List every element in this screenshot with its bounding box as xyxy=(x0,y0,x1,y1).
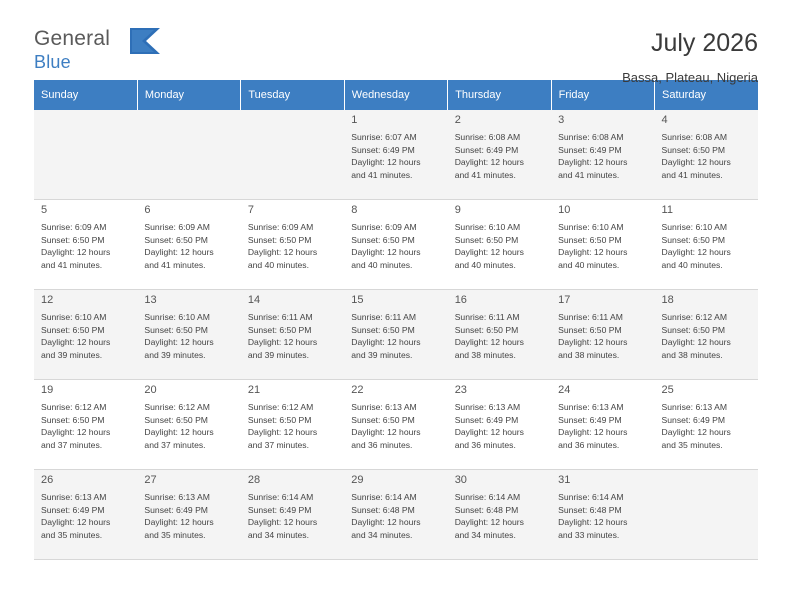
day-info-line: Daylight: 12 hours xyxy=(351,157,421,168)
day-info-line: and 36 minutes. xyxy=(454,440,516,451)
day-info-line: and 34 minutes. xyxy=(351,530,413,541)
day-info-line: Sunrise: 6:11 AM xyxy=(454,312,520,322)
day-cell-content xyxy=(137,470,240,551)
calendar-empty-cell xyxy=(137,110,240,200)
day-number: 27 xyxy=(144,474,157,486)
day-info-line: Sunset: 6:49 PM xyxy=(454,144,519,155)
day-cell-content xyxy=(655,110,758,191)
day-sun-info xyxy=(41,221,131,272)
calendar-day-cell[interactable] xyxy=(241,470,344,560)
calendar-day-cell[interactable] xyxy=(344,290,447,380)
day-cell-content xyxy=(448,470,551,551)
day-cell-content xyxy=(551,110,654,191)
calendar-day-cell[interactable] xyxy=(551,470,654,560)
day-sun-info xyxy=(144,311,234,362)
day-cell-content xyxy=(551,200,654,281)
calendar-day-cell[interactable] xyxy=(551,200,654,290)
day-cell-content xyxy=(34,110,137,191)
day-info-line: Sunset: 6:50 PM xyxy=(454,234,519,245)
calendar-day-cell[interactable] xyxy=(34,290,137,380)
day-info-line: Sunset: 6:49 PM xyxy=(661,414,726,425)
day-cell-content xyxy=(137,110,240,191)
day-cell-content xyxy=(241,200,344,281)
day-info-line: Sunset: 6:48 PM xyxy=(558,504,622,515)
day-info-line: and 38 minutes. xyxy=(454,350,516,361)
day-number: 5 xyxy=(41,204,48,216)
day-sun-info xyxy=(558,311,648,362)
day-info-line: Sunrise: 6:10 AM xyxy=(41,312,107,322)
day-cell-content xyxy=(34,470,137,551)
calendar-week-row xyxy=(34,290,758,380)
calendar-day-cell[interactable] xyxy=(448,200,551,290)
day-info-line: Sunset: 6:50 PM xyxy=(41,414,105,425)
weekday-header-thursday: Thursday xyxy=(448,80,551,110)
day-info-line: Daylight: 12 hours xyxy=(247,517,318,528)
day-info-line: Daylight: 12 hours xyxy=(144,337,214,348)
weekday-header-saturday: Saturday xyxy=(655,80,758,110)
weekday-header-friday: Friday xyxy=(551,80,654,110)
day-number: 18 xyxy=(661,294,674,306)
day-sun-info xyxy=(662,131,752,182)
day-cell-content xyxy=(241,290,344,371)
day-info-line: Sunrise: 6:09 AM xyxy=(144,222,210,232)
day-info-line: Daylight: 12 hours xyxy=(661,427,731,438)
day-number: 11 xyxy=(661,204,673,216)
day-info-line: Daylight: 12 hours xyxy=(558,517,628,528)
day-info-line: Daylight: 12 hours xyxy=(144,517,214,528)
day-sun-info xyxy=(455,221,545,272)
day-number: 3 xyxy=(558,114,565,126)
day-sun-info xyxy=(41,311,131,362)
day-number: 21 xyxy=(247,384,261,396)
day-info-line: Sunrise: 6:14 AM xyxy=(247,492,314,502)
day-info-line: and 40 minutes. xyxy=(454,260,516,271)
weekday-header-row xyxy=(34,80,758,110)
day-number: 9 xyxy=(454,204,461,216)
day-info-line: Daylight: 12 hours xyxy=(454,157,524,168)
calendar-day-cell[interactable] xyxy=(655,380,758,470)
day-info-line: Daylight: 12 hours xyxy=(661,157,731,168)
day-info-line: Daylight: 12 hours xyxy=(41,247,111,258)
day-info-line: and 35 minutes. xyxy=(41,530,103,541)
day-cell-content xyxy=(241,110,344,191)
day-cell-content xyxy=(655,290,758,371)
day-sun-info xyxy=(351,131,441,182)
day-number: 25 xyxy=(661,384,674,396)
day-info-line: Sunrise: 6:07 AM xyxy=(351,132,417,142)
day-number: 28 xyxy=(247,474,261,486)
day-number: 2 xyxy=(454,114,461,126)
day-info-line: Daylight: 12 hours xyxy=(454,247,524,258)
day-sun-info xyxy=(455,131,545,182)
day-number: 24 xyxy=(558,384,571,396)
calendar-day-cell[interactable] xyxy=(241,200,344,290)
day-sun-info xyxy=(248,221,338,272)
day-info-line: Sunset: 6:50 PM xyxy=(247,414,312,425)
day-info-line: and 39 minutes. xyxy=(144,350,206,361)
calendar-day-cell[interactable] xyxy=(241,380,344,470)
day-info-line: Sunset: 6:50 PM xyxy=(454,324,519,335)
day-number: 26 xyxy=(41,474,54,486)
day-sun-info xyxy=(41,491,131,542)
day-sun-info xyxy=(351,491,441,542)
day-info-line: and 41 minutes. xyxy=(351,170,413,181)
day-info-line: Daylight: 12 hours xyxy=(41,337,111,348)
day-cell-content xyxy=(344,470,447,551)
calendar-day-cell[interactable] xyxy=(448,380,551,470)
day-info-line: and 40 minutes. xyxy=(351,260,413,271)
page-subtitle: Bassa, Plateau, Nigeria xyxy=(622,69,758,85)
calendar-empty-cell xyxy=(241,110,344,200)
day-info-line: and 37 minutes. xyxy=(247,440,309,451)
day-info-line: Sunrise: 6:12 AM xyxy=(41,402,107,412)
calendar-day-cell[interactable] xyxy=(448,110,551,200)
day-number: 15 xyxy=(351,294,364,306)
calendar-empty-cell xyxy=(655,470,758,560)
day-info-line: and 34 minutes. xyxy=(247,530,309,541)
day-cell-content xyxy=(448,200,551,281)
brand-name-secondary: Blue xyxy=(34,52,71,72)
day-number: 20 xyxy=(144,384,157,396)
day-info-line: Sunset: 6:50 PM xyxy=(144,414,208,425)
day-number: 31 xyxy=(558,474,571,486)
calendar-day-cell[interactable] xyxy=(34,200,137,290)
brand-name-primary: General xyxy=(34,27,111,50)
day-sun-info xyxy=(248,401,338,452)
day-cell-content xyxy=(655,380,758,461)
day-info-line: and 38 minutes. xyxy=(558,350,620,361)
day-info-line: and 37 minutes. xyxy=(144,440,206,451)
day-info-line: Sunrise: 6:11 AM xyxy=(247,312,313,322)
day-info-line: Daylight: 12 hours xyxy=(454,337,524,348)
day-info-line: and 39 minutes. xyxy=(41,350,103,361)
day-info-line: Sunset: 6:49 PM xyxy=(558,414,622,425)
calendar-day-cell[interactable] xyxy=(137,380,240,470)
day-number: 29 xyxy=(351,474,364,486)
brand-logo xyxy=(34,28,204,78)
day-info-line: Daylight: 12 hours xyxy=(351,247,421,258)
day-info-line: Sunrise: 6:14 AM xyxy=(558,492,624,502)
calendar-day-cell[interactable] xyxy=(448,290,551,380)
day-number: 14 xyxy=(247,294,261,306)
day-info-line: and 41 minutes. xyxy=(41,260,103,271)
day-info-line: Sunrise: 6:13 AM xyxy=(454,402,521,412)
day-cell-content xyxy=(34,290,137,371)
calendar-day-cell[interactable] xyxy=(241,290,344,380)
day-sun-info xyxy=(455,311,545,362)
day-info-line: and 41 minutes. xyxy=(144,260,206,271)
day-info-line: Sunrise: 6:09 AM xyxy=(351,222,417,232)
day-info-line: Sunrise: 6:12 AM xyxy=(144,402,210,412)
day-info-line: and 36 minutes. xyxy=(351,440,413,451)
day-cell-content xyxy=(34,200,137,281)
day-number: 16 xyxy=(454,294,467,306)
day-info-line: Sunrise: 6:12 AM xyxy=(247,402,314,412)
calendar-day-cell[interactable] xyxy=(34,470,137,560)
day-info-line: Sunset: 6:50 PM xyxy=(558,234,622,245)
day-info-line: and 40 minutes. xyxy=(661,260,723,271)
day-info-line: Sunset: 6:50 PM xyxy=(351,234,415,245)
calendar-day-cell[interactable] xyxy=(344,200,447,290)
day-info-line: and 36 minutes. xyxy=(558,440,620,451)
day-info-line: Sunrise: 6:08 AM xyxy=(454,132,521,142)
day-info-line: Daylight: 12 hours xyxy=(351,337,421,348)
day-sun-info xyxy=(662,221,752,272)
day-cell-content xyxy=(551,380,654,461)
day-info-line: Sunset: 6:49 PM xyxy=(351,144,415,155)
calendar-day-cell[interactable] xyxy=(34,380,137,470)
day-info-line: Daylight: 12 hours xyxy=(558,247,628,258)
weekday-header-monday: Monday xyxy=(137,80,240,110)
day-info-line: Sunrise: 6:12 AM xyxy=(661,312,727,322)
day-cell-content xyxy=(551,470,654,551)
day-info-line: Daylight: 12 hours xyxy=(41,517,111,528)
day-sun-info xyxy=(144,491,234,542)
day-info-line: and 38 minutes. xyxy=(661,350,723,361)
day-info-line: Sunset: 6:49 PM xyxy=(558,144,622,155)
day-info-line: and 39 minutes. xyxy=(351,350,413,361)
day-cell-content xyxy=(34,380,137,461)
day-info-line: Daylight: 12 hours xyxy=(558,157,628,168)
weekday-header-sunday: Sunday xyxy=(34,80,137,110)
day-info-line: Sunset: 6:50 PM xyxy=(247,324,312,335)
day-sun-info xyxy=(558,131,648,182)
day-info-line: Sunrise: 6:13 AM xyxy=(558,402,624,412)
day-cell-content xyxy=(241,380,344,461)
day-info-line: Daylight: 12 hours xyxy=(144,427,214,438)
day-info-line: Sunrise: 6:14 AM xyxy=(454,492,521,502)
day-info-line: Sunset: 6:48 PM xyxy=(351,504,415,515)
calendar-day-cell[interactable] xyxy=(344,380,447,470)
day-number: 6 xyxy=(144,204,151,216)
day-sun-info xyxy=(248,311,338,362)
day-info-line: Sunset: 6:49 PM xyxy=(144,504,208,515)
day-info-line: and 34 minutes. xyxy=(454,530,516,541)
day-info-line: Sunrise: 6:09 AM xyxy=(41,222,107,232)
day-number: 30 xyxy=(454,474,467,486)
day-sun-info xyxy=(662,401,752,452)
day-info-line: Sunset: 6:49 PM xyxy=(41,504,105,515)
calendar-week-row xyxy=(34,380,758,470)
day-info-line: and 40 minutes. xyxy=(247,260,309,271)
day-sun-info xyxy=(455,491,545,542)
day-sun-info xyxy=(455,401,545,452)
day-info-line: Daylight: 12 hours xyxy=(454,517,524,528)
day-cell-content xyxy=(344,200,447,281)
calendar-day-cell[interactable] xyxy=(137,290,240,380)
day-number: 13 xyxy=(144,294,157,306)
day-number: 7 xyxy=(247,204,254,216)
day-info-line: Sunrise: 6:08 AM xyxy=(661,132,727,142)
day-info-line: Sunrise: 6:10 AM xyxy=(144,312,210,322)
day-info-line: Daylight: 12 hours xyxy=(454,427,524,438)
day-info-line: and 41 minutes. xyxy=(661,170,723,181)
day-info-line: Sunset: 6:50 PM xyxy=(144,324,208,335)
day-number: 4 xyxy=(661,114,668,126)
day-cell-content xyxy=(137,380,240,461)
calendar-day-cell[interactable] xyxy=(655,290,758,380)
day-info-line: Sunset: 6:50 PM xyxy=(558,324,622,335)
calendar-empty-cell xyxy=(34,110,137,200)
page-header xyxy=(34,0,758,85)
day-info-line: Sunset: 6:50 PM xyxy=(41,234,105,245)
day-info-line: Sunrise: 6:13 AM xyxy=(144,492,210,502)
day-cell-content xyxy=(448,380,551,461)
calendar-day-cell[interactable] xyxy=(551,290,654,380)
day-info-line: Sunset: 6:49 PM xyxy=(454,414,519,425)
day-info-line: and 41 minutes. xyxy=(558,170,620,181)
day-cell-content xyxy=(448,110,551,191)
day-info-line: Sunset: 6:50 PM xyxy=(41,324,105,335)
day-sun-info xyxy=(558,401,648,452)
day-info-line: Daylight: 12 hours xyxy=(558,427,628,438)
page-title: July 2026 xyxy=(650,29,758,57)
day-info-line: Sunset: 6:49 PM xyxy=(247,504,312,515)
day-info-line: Sunrise: 6:10 AM xyxy=(454,222,521,232)
day-info-line: Sunset: 6:50 PM xyxy=(661,234,726,245)
day-cell-content xyxy=(344,110,447,191)
day-cell-content xyxy=(137,200,240,281)
day-info-line: Sunrise: 6:13 AM xyxy=(661,402,727,412)
weekday-header-wednesday: Wednesday xyxy=(344,80,447,110)
day-sun-info xyxy=(351,401,441,452)
day-number: 19 xyxy=(41,384,54,396)
calendar-day-cell[interactable] xyxy=(344,470,447,560)
day-cell-content xyxy=(551,290,654,371)
day-sun-info xyxy=(351,221,441,272)
calendar-day-cell[interactable] xyxy=(448,470,551,560)
day-info-line: and 41 minutes. xyxy=(454,170,516,181)
day-cell-content xyxy=(344,380,447,461)
day-info-line: Sunset: 6:50 PM xyxy=(351,324,415,335)
day-sun-info xyxy=(41,401,131,452)
day-info-line: Sunset: 6:50 PM xyxy=(661,144,726,155)
day-info-line: and 33 minutes. xyxy=(558,530,620,541)
day-number: 1 xyxy=(351,114,358,126)
day-number: 12 xyxy=(41,294,54,306)
day-number: 10 xyxy=(558,204,571,216)
calendar-day-cell[interactable] xyxy=(655,200,758,290)
day-sun-info xyxy=(662,311,752,362)
day-info-line: Daylight: 12 hours xyxy=(558,337,628,348)
day-info-line: Sunset: 6:50 PM xyxy=(247,234,312,245)
day-sun-info xyxy=(351,311,441,362)
day-sun-info xyxy=(248,491,338,542)
day-cell-content xyxy=(137,290,240,371)
day-number: 22 xyxy=(351,384,364,396)
day-cell-content xyxy=(655,200,758,281)
calendar-day-cell[interactable] xyxy=(137,470,240,560)
day-sun-info xyxy=(558,221,648,272)
day-info-line: Sunrise: 6:14 AM xyxy=(351,492,417,502)
day-info-line: Daylight: 12 hours xyxy=(247,337,318,348)
calendar-day-cell[interactable] xyxy=(655,110,758,200)
day-number: 23 xyxy=(454,384,467,396)
day-number: 8 xyxy=(351,204,358,216)
calendar-table xyxy=(34,80,758,560)
day-sun-info xyxy=(144,221,234,272)
day-info-line: Sunrise: 6:11 AM xyxy=(351,312,417,322)
calendar-week-row xyxy=(34,110,758,200)
day-sun-info xyxy=(558,491,648,542)
day-number: 17 xyxy=(558,294,571,306)
day-info-line: Sunrise: 6:08 AM xyxy=(558,132,624,142)
day-info-line: Sunrise: 6:09 AM xyxy=(247,222,314,232)
day-info-line: Daylight: 12 hours xyxy=(247,427,318,438)
day-info-line: Daylight: 12 hours xyxy=(351,517,421,528)
day-info-line: Sunset: 6:50 PM xyxy=(351,414,415,425)
day-info-line: Sunset: 6:48 PM xyxy=(454,504,519,515)
day-cell-content xyxy=(448,290,551,371)
calendar-body xyxy=(34,110,758,560)
day-info-line: Sunrise: 6:10 AM xyxy=(661,222,727,232)
day-info-line: Sunrise: 6:13 AM xyxy=(351,402,417,412)
day-info-line: Sunrise: 6:13 AM xyxy=(41,492,107,502)
day-info-line: and 40 minutes. xyxy=(558,260,620,271)
calendar-week-row xyxy=(34,470,758,560)
day-sun-info xyxy=(144,401,234,452)
day-info-line: Daylight: 12 hours xyxy=(247,247,318,258)
flag-icon xyxy=(130,28,164,54)
day-info-line: Sunset: 6:50 PM xyxy=(661,324,726,335)
day-info-line: Daylight: 12 hours xyxy=(661,247,731,258)
day-info-line: Sunrise: 6:10 AM xyxy=(558,222,624,232)
day-info-line: Daylight: 12 hours xyxy=(41,427,111,438)
title-block xyxy=(622,28,758,85)
weekday-header-tuesday: Tuesday xyxy=(241,80,344,110)
day-cell-content xyxy=(241,470,344,551)
calendar-day-cell[interactable] xyxy=(551,380,654,470)
day-info-line: Sunset: 6:50 PM xyxy=(144,234,208,245)
day-info-line: and 39 minutes. xyxy=(247,350,309,361)
day-cell-content xyxy=(655,470,758,551)
calendar-day-cell[interactable] xyxy=(344,110,447,200)
calendar-day-cell[interactable] xyxy=(551,110,654,200)
day-info-line: Daylight: 12 hours xyxy=(661,337,731,348)
calendar-day-cell[interactable] xyxy=(137,200,240,290)
day-info-line: and 37 minutes. xyxy=(41,440,103,451)
day-cell-content xyxy=(344,290,447,371)
day-info-line: and 35 minutes. xyxy=(661,440,723,451)
day-info-line: and 35 minutes. xyxy=(144,530,206,541)
day-info-line: Daylight: 12 hours xyxy=(144,247,214,258)
day-info-line: Daylight: 12 hours xyxy=(351,427,421,438)
calendar-week-row xyxy=(34,200,758,290)
day-info-line: Sunrise: 6:11 AM xyxy=(558,312,623,322)
